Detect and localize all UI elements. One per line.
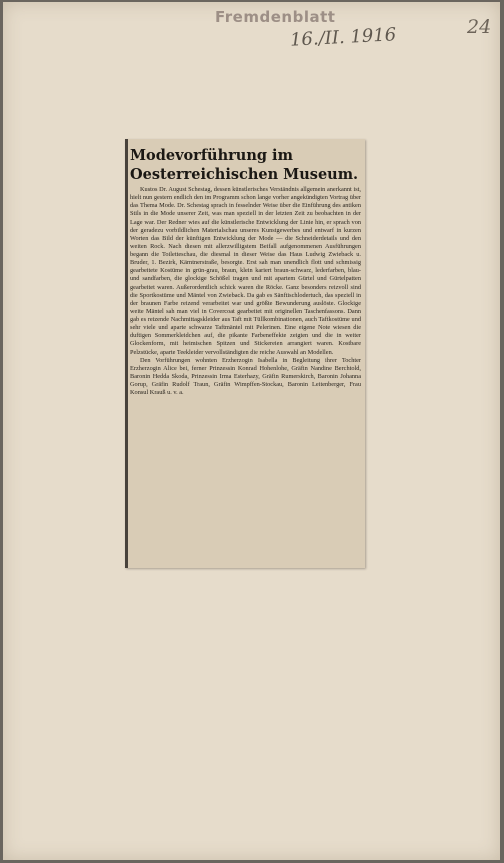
- page-number: 24: [467, 16, 492, 38]
- clipping-edge: [125, 139, 128, 568]
- archive-sheet: [3, 2, 500, 860]
- newspaper-source-stamp: Fremdenblatt: [215, 8, 336, 26]
- article-paragraph-2: Den Vorführungen wohnten Erzherzogin Isabella in Begleitung ihrer Tochter Erzherzogin Alice bei, ferner Prinzessin Konrad Hohenlohe, Gräfin Nandine Berchtold, Baronin Hedda Skoda, Prinzessin Irma Esterhazy, Gräfin Rumerskirch, Baronin Johanna Gorup, Gräfin Rudolf Traun, Gräfin Wimpffen-Stockau, Baronin Leitenberger, Frau Konsul Krauß u. v. a.: [130, 356, 361, 397]
- article-paragraph-1: Kustos Dr. August Schestag, dessen künstlerisches Verständnis allgemein anerkannt ist, hielt nun gestern endlich den im Programm schon lange vorher angekündigten Vortrag über das Thema Mode. Dr. Schestag sprach in fesselnder Weise über die Einführung des antiken Stils in die Mode unserer Zeit, was man speziell in der letzten Zeit zu beobachten in der Lage war. Der Redner wies auf die künstlerische Entwicklung der Linie hin, er sprach von der geradezu vorbildlichen Materialschau unseres Kunstgewerbes und entwarf in kurzen Worten das Bild der künftigen Entwicklung der Mode — die Schneiderdetails und den weiten Rock. Nach diesen mit allerzwilligstem Beifall aufgenommenen Ausführungen begann die Toiletteschau, die diesmal in dieser Weise das Haus Ludwig Zwieback u. Bruder, 1. Bezirk, Kärntnerstraße, besorgte. Erst sah man unendlich flott und schmissig gearbeitete Kostüme in grün-grau, braun, klein kariert braun-schwarz, lederfarben, blau- und sandfarben, die glockige Schößel tragen und mit apartem Gürtel und Gürtelpatten gearbeitet waren. Außerordentlich schick waren die Röcke. Ganz besonders reizvoll sind die Sportkostüme und Mäntel von Zwieback. Da gab es Sänftischlodertuch, das speziell in der braunen Farbe reizend verarbeitet war und größte Bewunderung auslöste. Glockige weite Mäntel sah man viel in Covercoat gearbeitet mit originellen Taschenfassons. Dann gab es reizende Nachmittagskleider aus Taft mit Tüllkombinationen, auch Taftkostüme und sehr viele und aparte schwarze Taftmäntel mit Pelerinen. Eine eigene Note wiesen die duftigen Sommerkleidchen auf, die pikante Farbeneffekte zeigten und die in weiter Glockenform, mit heimischen Spitzen und Stickereien arrangiert waren. Kostbare Pelzstücke, aparte Teekleider vervollständigten die reiche Auswahl an Modellen.: [130, 186, 361, 356]
- article-title-line-1: Modevorführung im: [130, 147, 293, 164]
- article-title: [130, 146, 362, 184]
- handwritten-date: 16./II. 1916: [289, 24, 397, 51]
- article-title-line-2: Oesterreichischen Museum.: [130, 166, 359, 183]
- article-body: [130, 186, 361, 566]
- newspaper-clipping: [125, 139, 365, 568]
